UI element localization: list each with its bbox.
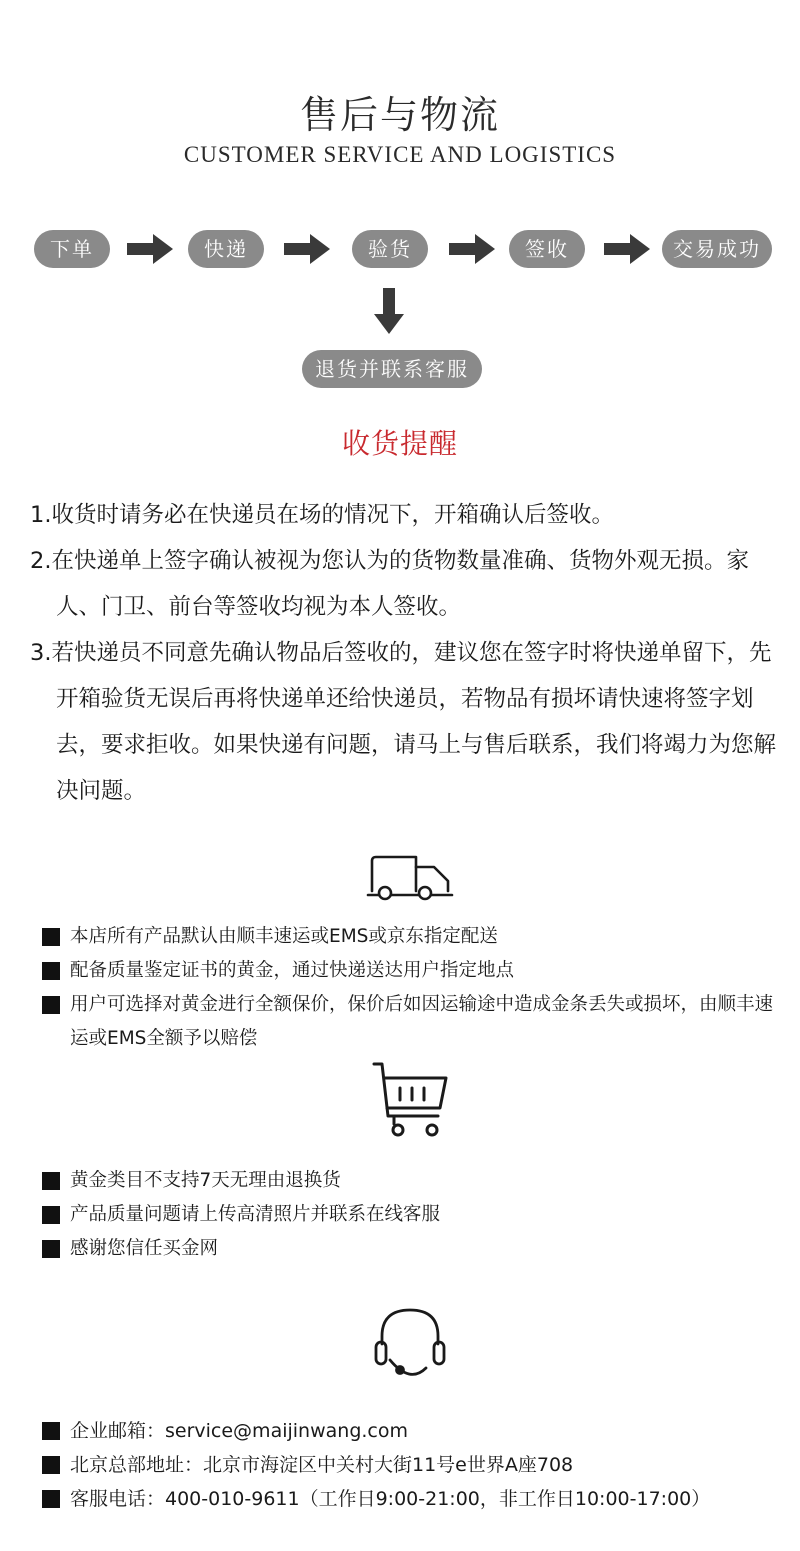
bullet-square-icon bbox=[42, 928, 60, 946]
bullet-square-icon bbox=[42, 1240, 60, 1258]
bullet-square-icon bbox=[42, 1422, 60, 1440]
list-item bbox=[42, 920, 782, 954]
arrow-down-icon bbox=[374, 288, 404, 334]
arrow-right-icon bbox=[604, 234, 650, 264]
bullet-square-icon bbox=[42, 1172, 60, 1190]
returns-list bbox=[42, 1164, 782, 1266]
list-item-text: 配备质量鉴定证书的黄金，通过快递送达用户指定地点 bbox=[70, 960, 515, 981]
shipping-list bbox=[42, 920, 782, 1056]
list-item-text: 产品质量问题请上传高清照片并联系在线客服 bbox=[70, 1204, 441, 1225]
arrow-right-icon bbox=[284, 234, 330, 264]
list-item bbox=[42, 1164, 782, 1198]
list-item-text: 黄金类目不支持7天无理由退换货 bbox=[70, 1170, 341, 1191]
shopping-cart-icon bbox=[370, 1060, 450, 1140]
list-item-text: 感谢您信任买金网 bbox=[70, 1238, 219, 1259]
list-item-text: 用户可选择对黄金进行全额保价，保价后如因运输途中造成金条丢失或损坏，由顺丰速运或EMS全额予以赔偿 bbox=[70, 994, 774, 1049]
contact-email bbox=[42, 1414, 782, 1448]
bullet-square-icon bbox=[42, 962, 60, 980]
flow-step-return: 退货并联系客服 bbox=[302, 350, 482, 388]
list-item-text: 北京总部地址：北京市海淀区中关村大街11号e世界A座708 bbox=[70, 1454, 574, 1476]
bullet-square-icon bbox=[42, 996, 60, 1014]
reminder-item: 3.若快递员不同意先确认物品后签收的，建议您在签字时将快递单留下，先开箱验货无误后再将快递单还给快递员，若物品有损坏请快速将签字划去，要求拒收。如果快递有问题，请马上与售后联系，我们将竭力为您解决问题。 bbox=[30, 640, 777, 804]
reminder-item: 2.在快递单上签字确认被视为您认为的货物数量准确、货物外观无损。家人、门卫、前台等签收均视为本人签收。 bbox=[30, 548, 749, 620]
contact-address bbox=[42, 1448, 782, 1482]
reminder-item: 1.收货时请务必在快递员在场的情况下，开箱确认后签收。 bbox=[30, 502, 614, 528]
flow-step-order: 下单 bbox=[34, 230, 110, 268]
headset-icon bbox=[370, 1302, 450, 1382]
contact-list bbox=[42, 1414, 782, 1516]
list-item bbox=[42, 988, 782, 1056]
flow-step-complete: 交易成功 bbox=[662, 230, 772, 268]
list-item bbox=[42, 954, 782, 988]
flow-step-sign: 签收 bbox=[509, 230, 585, 268]
page-subtitle: CUSTOMER SERVICE AND LOGISTICS bbox=[183, 142, 617, 167]
list-item bbox=[42, 1232, 782, 1266]
flow-step-inspect: 验货 bbox=[352, 230, 428, 268]
reminder-title: 收货提醒 bbox=[341, 427, 458, 460]
list-item bbox=[42, 1198, 782, 1232]
truck-icon bbox=[366, 855, 454, 901]
arrow-right-icon bbox=[449, 234, 495, 264]
reminder-list bbox=[30, 492, 778, 814]
bullet-square-icon bbox=[42, 1490, 60, 1508]
list-item-text: 客服电话：400-010-9611（工作日9:00-21:00，非工作日10:00-17:00） bbox=[70, 1488, 711, 1510]
list-item-text: 企业邮箱：service@maijinwang.com bbox=[70, 1420, 408, 1442]
flow-step-express: 快递 bbox=[188, 230, 264, 268]
list-item-text: 本店所有产品默认由顺丰速运或EMS或京东指定配送 bbox=[70, 926, 498, 947]
bullet-square-icon bbox=[42, 1456, 60, 1474]
bullet-square-icon bbox=[42, 1206, 60, 1224]
page-title: 售后与物流 bbox=[299, 93, 500, 137]
contact-phone bbox=[42, 1482, 782, 1516]
arrow-right-icon bbox=[127, 234, 173, 264]
